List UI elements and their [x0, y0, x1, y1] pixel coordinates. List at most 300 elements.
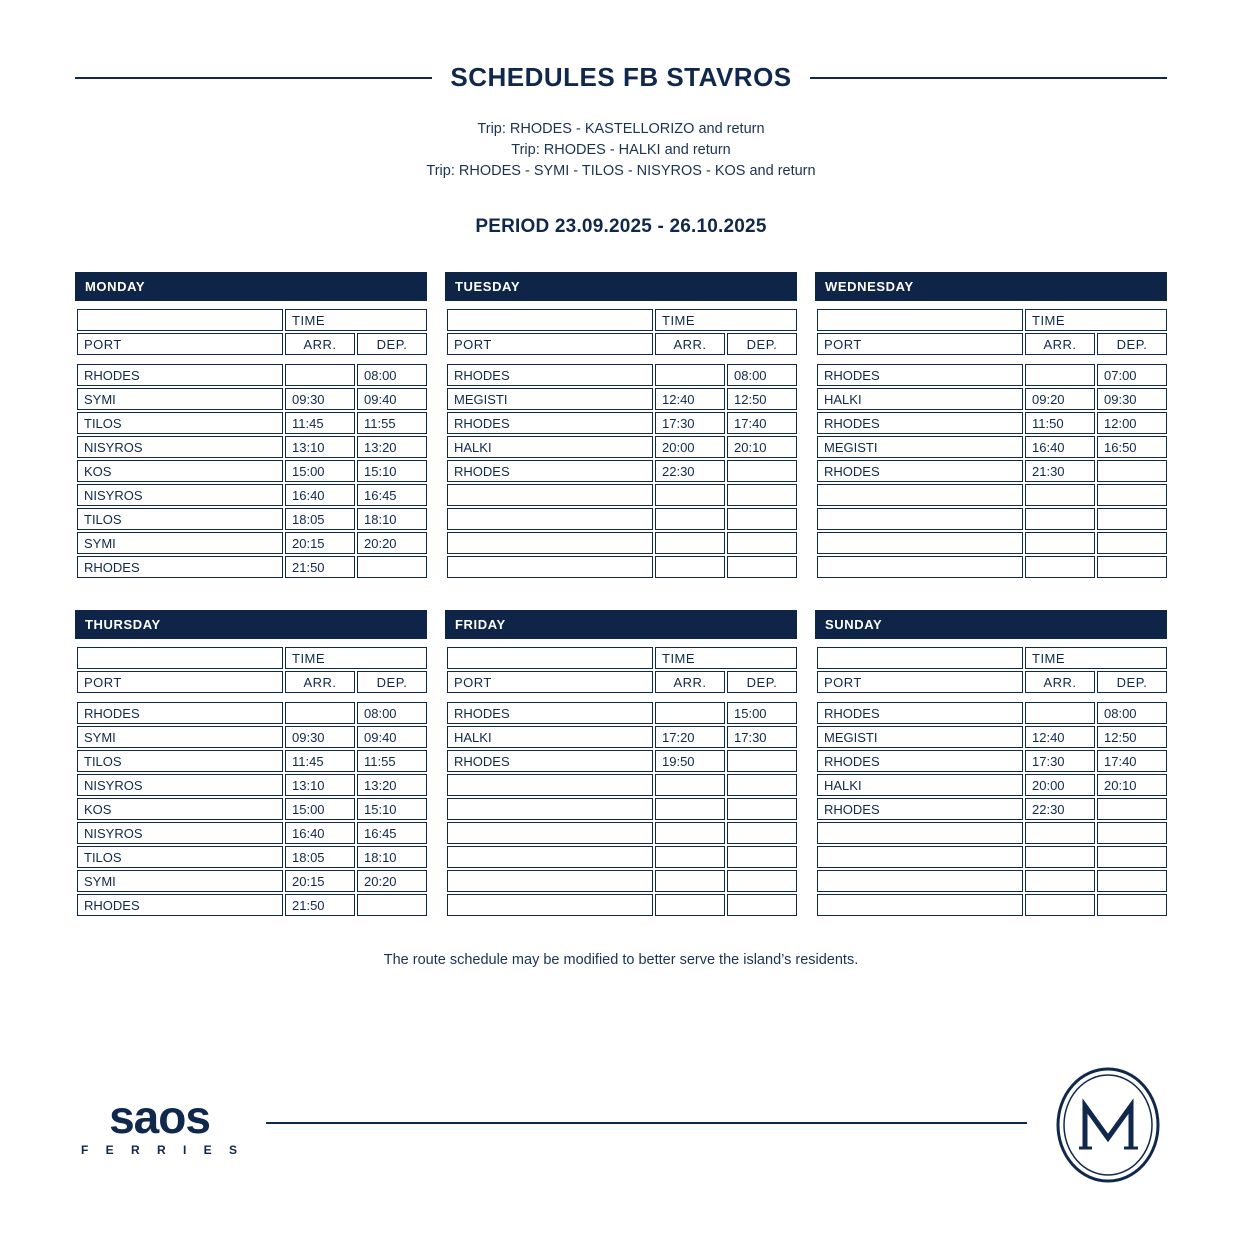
- time-header: TIME: [285, 647, 427, 669]
- day-header: THURSDAY: [75, 610, 427, 639]
- departure-cell: 15:00: [727, 702, 797, 724]
- departure-cell: 20:20: [357, 532, 427, 554]
- table-row: [447, 436, 797, 458]
- schedule-page: [0, 62, 1242, 1246]
- port-cell: [817, 508, 1023, 530]
- arrival-cell: 20:00: [1025, 774, 1095, 796]
- table-row: [447, 508, 797, 530]
- schedule-table: [815, 307, 1169, 580]
- time-header-row: [77, 309, 427, 331]
- table-row: [817, 412, 1167, 434]
- departure-cell: 09:40: [357, 726, 427, 748]
- departure-cell: 08:00: [727, 364, 797, 386]
- table-row: [447, 846, 797, 868]
- day-header: TUESDAY: [445, 272, 797, 301]
- spacer-cell: [77, 647, 283, 669]
- departure-cell: 11:55: [357, 412, 427, 434]
- port-cell: NISYROS: [77, 484, 283, 506]
- table-row: [817, 798, 1167, 820]
- day-header: FRIDAY: [445, 610, 797, 639]
- trip-line-1: Trip: RHODES - KASTELLORIZO and return: [477, 121, 765, 137]
- arrival-cell: 17:30: [655, 412, 725, 434]
- departure-cell: [727, 484, 797, 506]
- table-row: [817, 870, 1167, 892]
- departure-cell: [1097, 822, 1167, 844]
- day-block-thursday: [75, 610, 427, 918]
- port-cell: [447, 894, 653, 916]
- departure-cell: 16:50: [1097, 436, 1167, 458]
- table-row: [447, 460, 797, 482]
- table-row: [77, 774, 427, 796]
- arrival-cell: 18:05: [285, 508, 355, 530]
- port-cell: [447, 846, 653, 868]
- arrival-cell: [285, 702, 355, 724]
- arrival-header: ARR.: [655, 671, 725, 693]
- departure-header: DEP.: [1097, 671, 1167, 693]
- row-spacer: [817, 695, 1167, 700]
- title-rule-right: [810, 77, 1167, 79]
- table-row: [447, 702, 797, 724]
- day-block-tuesday: [445, 272, 797, 580]
- arrival-cell: [655, 364, 725, 386]
- port-cell: TILOS: [77, 508, 283, 530]
- departure-cell: 08:00: [357, 364, 427, 386]
- table-row: [447, 388, 797, 410]
- port-cell: TILOS: [77, 412, 283, 434]
- table-row: [817, 460, 1167, 482]
- port-cell: RHODES: [77, 364, 283, 386]
- day-block-sunday: [815, 610, 1167, 918]
- arrival-cell: 16:40: [285, 484, 355, 506]
- table-row: [817, 750, 1167, 772]
- table-row: [77, 556, 427, 578]
- column-header-row: [447, 333, 797, 355]
- time-header: TIME: [1025, 309, 1167, 331]
- port-header: PORT: [77, 671, 283, 693]
- column-header-row: [77, 333, 427, 355]
- port-cell: [447, 798, 653, 820]
- arrival-cell: [1025, 870, 1095, 892]
- arrival-cell: 21:50: [285, 894, 355, 916]
- port-cell: HALKI: [817, 388, 1023, 410]
- departure-cell: 08:00: [357, 702, 427, 724]
- port-cell: [447, 870, 653, 892]
- table-row: [817, 532, 1167, 554]
- table-row: [77, 870, 427, 892]
- table-row: [817, 726, 1167, 748]
- arrival-cell: 11:50: [1025, 412, 1095, 434]
- saos-subtitle: F E R R I E S: [81, 1143, 245, 1157]
- arrival-cell: [1025, 532, 1095, 554]
- schedule-table: [75, 307, 429, 580]
- spacer-cell: [447, 647, 653, 669]
- port-header: PORT: [817, 671, 1023, 693]
- arrival-cell: 21:30: [1025, 460, 1095, 482]
- table-row: [447, 894, 797, 916]
- schedule-table: [815, 645, 1169, 918]
- table-row: [77, 508, 427, 530]
- arrival-cell: [655, 846, 725, 868]
- port-cell: RHODES: [817, 750, 1023, 772]
- table-row: [77, 412, 427, 434]
- port-cell: [817, 894, 1023, 916]
- table-row: [447, 556, 797, 578]
- table-row: [817, 436, 1167, 458]
- arrival-cell: 12:40: [1025, 726, 1095, 748]
- arrival-header: ARR.: [285, 333, 355, 355]
- arrival-cell: 09:30: [285, 388, 355, 410]
- spacer-cell: [817, 647, 1023, 669]
- arrival-cell: [1025, 822, 1095, 844]
- departure-cell: 17:40: [1097, 750, 1167, 772]
- time-header-row: [817, 647, 1167, 669]
- table-row: [77, 846, 427, 868]
- saos-wordmark: saos: [109, 1091, 210, 1143]
- departure-header: DEP.: [727, 333, 797, 355]
- row-spacer: [447, 695, 797, 700]
- table-row: [447, 364, 797, 386]
- time-header: TIME: [655, 647, 797, 669]
- arrival-cell: [1025, 508, 1095, 530]
- arrival-header: ARR.: [285, 671, 355, 693]
- arrival-cell: 21:50: [285, 556, 355, 578]
- arrival-cell: [655, 532, 725, 554]
- port-cell: NISYROS: [77, 436, 283, 458]
- table-row: [77, 484, 427, 506]
- arrival-cell: [1025, 702, 1095, 724]
- table-row: [77, 750, 427, 772]
- departure-cell: 12:50: [727, 388, 797, 410]
- departure-cell: 12:50: [1097, 726, 1167, 748]
- arrival-cell: 15:00: [285, 460, 355, 482]
- table-row: [817, 484, 1167, 506]
- departure-cell: 17:40: [727, 412, 797, 434]
- port-cell: HALKI: [447, 436, 653, 458]
- port-cell: MEGISTI: [447, 388, 653, 410]
- table-row: [817, 702, 1167, 724]
- title-rule-left: [75, 77, 432, 79]
- port-cell: RHODES: [77, 556, 283, 578]
- arrival-cell: 12:40: [655, 388, 725, 410]
- arrival-cell: [1025, 484, 1095, 506]
- arrival-cell: [1025, 846, 1095, 868]
- title-row: [75, 62, 1167, 93]
- port-cell: RHODES: [77, 894, 283, 916]
- arrival-cell: 20:00: [655, 436, 725, 458]
- departure-cell: [727, 846, 797, 868]
- port-cell: RHODES: [447, 750, 653, 772]
- spacer-cell: [447, 309, 653, 331]
- time-header: TIME: [1025, 647, 1167, 669]
- spacer-cell: [817, 309, 1023, 331]
- port-cell: RHODES: [817, 364, 1023, 386]
- time-header-row: [77, 647, 427, 669]
- day-block-monday: [75, 272, 427, 580]
- port-cell: RHODES: [817, 798, 1023, 820]
- port-cell: [447, 484, 653, 506]
- departure-cell: [727, 508, 797, 530]
- schedule-table: [75, 645, 429, 918]
- table-row: [77, 532, 427, 554]
- row-spacer: [77, 357, 427, 362]
- port-cell: NISYROS: [77, 774, 283, 796]
- departure-cell: [357, 556, 427, 578]
- port-cell: RHODES: [77, 702, 283, 724]
- column-header-row: [447, 671, 797, 693]
- arrival-cell: 20:15: [285, 532, 355, 554]
- arrival-cell: [655, 774, 725, 796]
- departure-cell: 17:30: [727, 726, 797, 748]
- port-cell: HALKI: [817, 774, 1023, 796]
- arrival-cell: 09:20: [1025, 388, 1095, 410]
- day-header: SUNDAY: [815, 610, 1167, 639]
- column-header-row: [817, 671, 1167, 693]
- departure-cell: [727, 774, 797, 796]
- departure-cell: [727, 532, 797, 554]
- arrival-cell: 11:45: [285, 750, 355, 772]
- schedule-grid: [75, 272, 1167, 918]
- arrival-cell: [1025, 894, 1095, 916]
- departure-cell: [727, 460, 797, 482]
- arrival-cell: 17:30: [1025, 750, 1095, 772]
- table-row: [817, 388, 1167, 410]
- arrival-cell: 13:10: [285, 774, 355, 796]
- schedule-table: [445, 307, 799, 580]
- departure-cell: 15:10: [357, 460, 427, 482]
- departure-cell: [727, 556, 797, 578]
- table-row: [77, 364, 427, 386]
- port-cell: [817, 870, 1023, 892]
- arrival-cell: [1025, 556, 1095, 578]
- port-header: PORT: [447, 671, 653, 693]
- departure-cell: 20:10: [1097, 774, 1167, 796]
- spacer-cell: [77, 309, 283, 331]
- departure-cell: [1097, 532, 1167, 554]
- arrival-cell: [655, 822, 725, 844]
- table-row: [817, 364, 1167, 386]
- port-cell: [447, 532, 653, 554]
- arrival-cell: 13:10: [285, 436, 355, 458]
- port-cell: [447, 556, 653, 578]
- table-row: [817, 822, 1167, 844]
- departure-cell: 13:20: [357, 774, 427, 796]
- table-row: [77, 798, 427, 820]
- departure-header: DEP.: [357, 671, 427, 693]
- departure-cell: [727, 870, 797, 892]
- arrival-cell: [1025, 364, 1095, 386]
- day-header: MONDAY: [75, 272, 427, 301]
- departure-cell: [727, 894, 797, 916]
- trip-line-3: Trip: RHODES - SYMI - TILOS - NISYROS - KOS and return: [426, 163, 816, 180]
- row-spacer: [447, 357, 797, 362]
- table-row: [447, 484, 797, 506]
- schedule-note: The route schedule may be modified to better serve the island’s residents.: [383, 952, 859, 969]
- departure-cell: 09:40: [357, 388, 427, 410]
- port-cell: RHODES: [447, 412, 653, 434]
- departure-cell: 18:10: [357, 508, 427, 530]
- table-row: [77, 702, 427, 724]
- port-cell: [447, 822, 653, 844]
- table-row: [77, 894, 427, 916]
- arrival-cell: 17:20: [655, 726, 725, 748]
- departure-cell: 11:55: [357, 750, 427, 772]
- port-cell: KOS: [77, 798, 283, 820]
- table-row: [77, 822, 427, 844]
- departure-cell: 16:45: [357, 484, 427, 506]
- port-cell: RHODES: [447, 364, 653, 386]
- port-cell: RHODES: [447, 702, 653, 724]
- port-cell: [817, 822, 1023, 844]
- table-row: [77, 388, 427, 410]
- column-header-row: [817, 333, 1167, 355]
- port-cell: RHODES: [817, 412, 1023, 434]
- port-cell: [447, 774, 653, 796]
- departure-cell: [1097, 894, 1167, 916]
- departure-cell: [727, 750, 797, 772]
- departure-cell: 20:10: [727, 436, 797, 458]
- table-row: [447, 750, 797, 772]
- table-row: [77, 436, 427, 458]
- table-row: [447, 774, 797, 796]
- arrival-cell: 19:50: [655, 750, 725, 772]
- port-cell: MEGISTI: [817, 436, 1023, 458]
- day-block-wednesday: [815, 272, 1167, 580]
- table-row: [817, 774, 1167, 796]
- port-cell: SYMI: [77, 870, 283, 892]
- departure-header: DEP.: [727, 671, 797, 693]
- arrival-cell: [655, 702, 725, 724]
- saos-logo: [75, 1091, 245, 1157]
- port-cell: KOS: [77, 460, 283, 482]
- port-cell: [817, 484, 1023, 506]
- arrival-cell: [285, 364, 355, 386]
- departure-cell: 20:20: [357, 870, 427, 892]
- row-spacer: [77, 695, 427, 700]
- arrival-header: ARR.: [655, 333, 725, 355]
- column-header-row: [77, 671, 427, 693]
- arrival-cell: 22:30: [1025, 798, 1095, 820]
- trip-line-2: Trip: RHODES - HALKI and return: [511, 142, 731, 159]
- arrival-cell: [655, 798, 725, 820]
- port-header: PORT: [817, 333, 1023, 355]
- time-header-row: [447, 647, 797, 669]
- day-header: WEDNESDAY: [815, 272, 1167, 301]
- port-cell: SYMI: [77, 388, 283, 410]
- time-header-row: [447, 309, 797, 331]
- arrival-cell: 16:40: [1025, 436, 1095, 458]
- departure-cell: 18:10: [357, 846, 427, 868]
- port-cell: SYMI: [77, 726, 283, 748]
- m-monogram-icon: [1049, 1066, 1167, 1184]
- departure-cell: [1097, 460, 1167, 482]
- departure-cell: [1097, 870, 1167, 892]
- departure-header: DEP.: [357, 333, 427, 355]
- time-header-row: [817, 309, 1167, 331]
- row-spacer: [817, 357, 1167, 362]
- departure-cell: [1097, 846, 1167, 868]
- port-cell: [447, 508, 653, 530]
- port-cell: MEGISTI: [817, 726, 1023, 748]
- port-header: PORT: [77, 333, 283, 355]
- table-row: [447, 798, 797, 820]
- departure-cell: [1097, 508, 1167, 530]
- day-block-friday: [445, 610, 797, 918]
- period-label: PERIOD 23.09.2025 - 26.10.2025: [475, 216, 767, 238]
- page-title: SCHEDULES FB STAVROS: [450, 62, 792, 92]
- time-header: TIME: [285, 309, 427, 331]
- arrival-header: ARR.: [1025, 671, 1095, 693]
- departure-cell: 16:45: [357, 822, 427, 844]
- departure-cell: [1097, 798, 1167, 820]
- table-row: [447, 532, 797, 554]
- arrival-cell: [655, 870, 725, 892]
- port-cell: RHODES: [817, 702, 1023, 724]
- table-row: [77, 726, 427, 748]
- arrival-cell: [655, 894, 725, 916]
- arrival-cell: 11:45: [285, 412, 355, 434]
- port-cell: [817, 532, 1023, 554]
- table-row: [447, 870, 797, 892]
- port-cell: TILOS: [77, 846, 283, 868]
- departure-header: DEP.: [1097, 333, 1167, 355]
- arrival-cell: 18:05: [285, 846, 355, 868]
- arrival-cell: 22:30: [655, 460, 725, 482]
- port-cell: RHODES: [817, 460, 1023, 482]
- port-header: PORT: [447, 333, 653, 355]
- port-cell: [817, 846, 1023, 868]
- departure-cell: 09:30: [1097, 388, 1167, 410]
- port-cell: SYMI: [77, 532, 283, 554]
- table-row: [817, 508, 1167, 530]
- table-row: [817, 846, 1167, 868]
- table-row: [817, 894, 1167, 916]
- table-row: [77, 460, 427, 482]
- trip-list: [75, 119, 1167, 182]
- departure-cell: [727, 822, 797, 844]
- schedule-table: [445, 645, 799, 918]
- table-row: [447, 822, 797, 844]
- table-row: [817, 556, 1167, 578]
- table-row: [447, 412, 797, 434]
- departure-cell: [727, 798, 797, 820]
- footer-rule: [266, 1122, 1027, 1124]
- arrival-cell: [655, 556, 725, 578]
- departure-cell: 15:10: [357, 798, 427, 820]
- port-cell: NISYROS: [77, 822, 283, 844]
- departure-cell: 13:20: [357, 436, 427, 458]
- arrival-cell: [655, 484, 725, 506]
- departure-cell: 08:00: [1097, 702, 1167, 724]
- arrival-cell: [655, 508, 725, 530]
- departure-cell: 07:00: [1097, 364, 1167, 386]
- departure-cell: 12:00: [1097, 412, 1167, 434]
- departure-cell: [357, 894, 427, 916]
- arrival-cell: 16:40: [285, 822, 355, 844]
- table-row: [447, 726, 797, 748]
- departure-cell: [1097, 556, 1167, 578]
- time-header: TIME: [655, 309, 797, 331]
- departure-cell: [1097, 484, 1167, 506]
- arrival-cell: 20:15: [285, 870, 355, 892]
- arrival-cell: 15:00: [285, 798, 355, 820]
- footer: [75, 1066, 1167, 1184]
- arrival-header: ARR.: [1025, 333, 1095, 355]
- arrival-cell: 09:30: [285, 726, 355, 748]
- port-cell: RHODES: [447, 460, 653, 482]
- port-cell: [817, 556, 1023, 578]
- port-cell: HALKI: [447, 726, 653, 748]
- port-cell: TILOS: [77, 750, 283, 772]
